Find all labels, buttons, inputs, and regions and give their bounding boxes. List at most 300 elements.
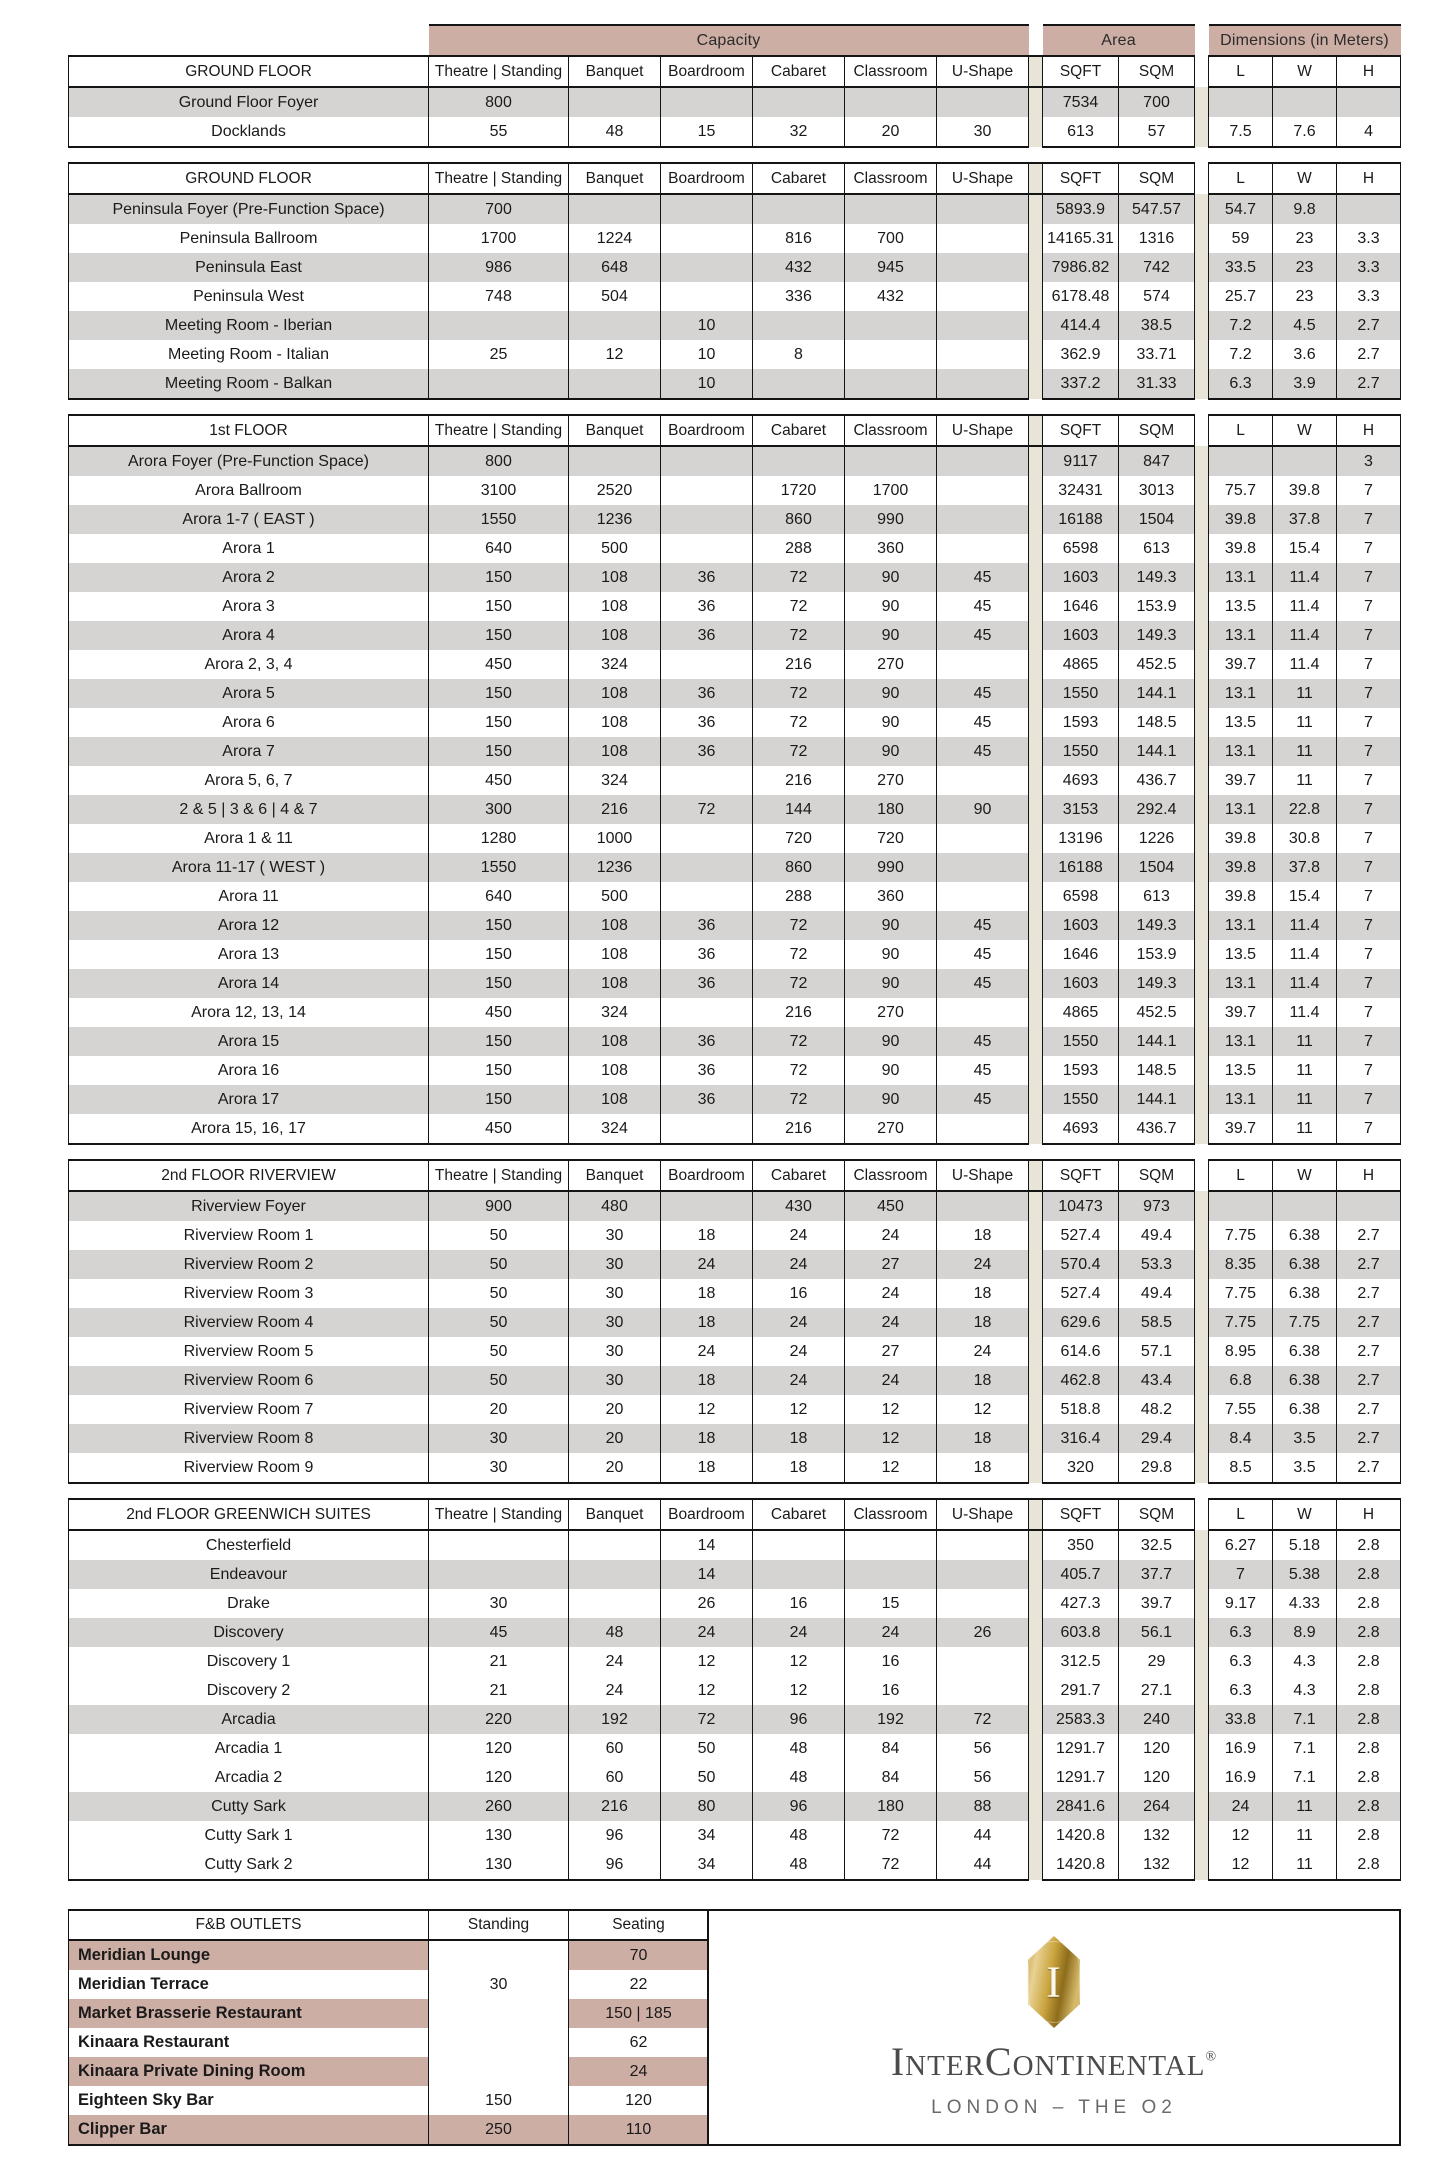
header-boardroom: Boardroom	[661, 1499, 753, 1530]
cell-theatre: 150	[429, 1085, 569, 1114]
cell-classroom: 990	[845, 505, 937, 534]
cell-h	[1337, 194, 1401, 224]
column-gap	[1195, 1027, 1209, 1056]
cell-boardroom: 12	[661, 1647, 753, 1676]
room-name: Riverview Room 6	[69, 1366, 429, 1395]
cell-boardroom	[661, 1191, 753, 1221]
cell-sqft: 1603	[1043, 969, 1119, 998]
cell-boardroom: 10	[661, 311, 753, 340]
cell-banquet: 480	[569, 1191, 661, 1221]
room-name: Arora Foyer (Pre-Function Space)	[69, 446, 429, 476]
header-classroom: Classroom	[845, 1499, 937, 1530]
cell-classroom: 270	[845, 998, 937, 1027]
room-name: Arora 16	[69, 1056, 429, 1085]
cell-boardroom	[661, 476, 753, 505]
cell-ushape: 45	[937, 940, 1029, 969]
cell-sqm: 149.3	[1119, 563, 1195, 592]
header-banquet: Banquet	[569, 1499, 661, 1530]
fb-outlet-name: Clipper Bar	[69, 2115, 429, 2145]
header-theatre: Theatre | Standing	[429, 56, 569, 87]
cell-boardroom: 36	[661, 969, 753, 998]
cell-w: 11	[1273, 679, 1337, 708]
cell-theatre: 1550	[429, 505, 569, 534]
cell-w: 11.4	[1273, 911, 1337, 940]
cell-sqm: 613	[1119, 882, 1195, 911]
cell-sqft: 2583.3	[1043, 1705, 1119, 1734]
cell-ushape: 45	[937, 621, 1029, 650]
cell-boardroom	[661, 253, 753, 282]
cell-w: 11	[1273, 1821, 1337, 1850]
column-gap	[1195, 1424, 1209, 1453]
cell-w: 8.9	[1273, 1618, 1337, 1647]
cell-theatre: 50	[429, 1250, 569, 1279]
column-gap	[1195, 1792, 1209, 1821]
cell-l: 13.1	[1209, 679, 1273, 708]
cell-boardroom	[661, 650, 753, 679]
cell-theatre: 640	[429, 534, 569, 563]
column-gap	[1195, 911, 1209, 940]
section-title: 2nd FLOOR GREENWICH SUITES	[69, 1499, 429, 1530]
cell-h: 7	[1337, 1114, 1401, 1144]
cell-sqft: 1550	[1043, 679, 1119, 708]
cell-banquet	[569, 194, 661, 224]
room-name: Riverview Room 9	[69, 1453, 429, 1483]
cell-theatre: 640	[429, 882, 569, 911]
cell-theatre: 700	[429, 194, 569, 224]
cell-boardroom: 50	[661, 1763, 753, 1792]
cell-l: 7.2	[1209, 340, 1273, 369]
cell-boardroom	[661, 534, 753, 563]
floor-section-table	[68, 162, 1401, 400]
cell-h: 7	[1337, 853, 1401, 882]
cell-h: 2.8	[1337, 1792, 1401, 1821]
cell-h: 7	[1337, 621, 1401, 650]
cell-boardroom: 18	[661, 1453, 753, 1483]
cell-sqft: 13196	[1043, 824, 1119, 853]
cell-classroom: 27	[845, 1337, 937, 1366]
cell-theatre: 21	[429, 1676, 569, 1705]
column-gap	[1029, 940, 1043, 969]
cell-sqft: 6178.48	[1043, 282, 1119, 311]
cell-h: 2.8	[1337, 1589, 1401, 1618]
cell-h: 3	[1337, 446, 1401, 476]
cell-cabaret: 288	[753, 882, 845, 911]
cell-w: 7.1	[1273, 1734, 1337, 1763]
cell-classroom: 24	[845, 1308, 937, 1337]
cell-banquet: 24	[569, 1676, 661, 1705]
cell-l: 16.9	[1209, 1763, 1273, 1792]
cell-sqft: 362.9	[1043, 340, 1119, 369]
cell-cabaret: 860	[753, 505, 845, 534]
cell-cabaret: 720	[753, 824, 845, 853]
cell-banquet: 108	[569, 911, 661, 940]
cell-w: 11.4	[1273, 969, 1337, 998]
room-name: Riverview Room 3	[69, 1279, 429, 1308]
column-gap	[1195, 795, 1209, 824]
header-theatre: Theatre | Standing	[429, 163, 569, 194]
cell-banquet: 108	[569, 563, 661, 592]
table-row	[69, 1085, 1401, 1114]
cell-sqft: 518.8	[1043, 1395, 1119, 1424]
cell-sqft: 291.7	[1043, 1676, 1119, 1705]
cell-l: 6.8	[1209, 1366, 1273, 1395]
cell-h: 7	[1337, 911, 1401, 940]
cell-w: 15.4	[1273, 882, 1337, 911]
cell-l: 13.1	[1209, 1085, 1273, 1114]
room-name: Peninsula West	[69, 282, 429, 311]
room-name: Discovery 2	[69, 1676, 429, 1705]
cell-theatre: 900	[429, 1191, 569, 1221]
column-gap	[1029, 795, 1043, 824]
column-gap	[1195, 1366, 1209, 1395]
cell-sqft: 1593	[1043, 708, 1119, 737]
header-banquet: Banquet	[569, 163, 661, 194]
cell-l: 33.5	[1209, 253, 1273, 282]
cell-l: 8.95	[1209, 1337, 1273, 1366]
cell-h: 2.8	[1337, 1850, 1401, 1880]
header-l: L	[1209, 415, 1273, 446]
fb-seating: 110	[569, 2115, 709, 2145]
cell-sqm: 3013	[1119, 476, 1195, 505]
room-name: Riverview Room 8	[69, 1424, 429, 1453]
cell-w: 7.1	[1273, 1763, 1337, 1792]
cell-l: 13.1	[1209, 1027, 1273, 1056]
table-row	[69, 117, 1401, 147]
cell-theatre: 150	[429, 1027, 569, 1056]
column-gap	[1195, 369, 1209, 399]
cell-ushape	[937, 446, 1029, 476]
column-gap	[1029, 1499, 1043, 1530]
cell-cabaret	[753, 1560, 845, 1589]
table-row	[69, 911, 1401, 940]
cell-h: 2.7	[1337, 1337, 1401, 1366]
fb-row	[69, 2115, 709, 2145]
cell-banquet: 48	[569, 1618, 661, 1647]
table-row	[69, 969, 1401, 998]
header-classroom: Classroom	[845, 415, 937, 446]
column-gap	[1029, 998, 1043, 1027]
column-gap	[1029, 194, 1043, 224]
cell-cabaret: 12	[753, 1676, 845, 1705]
table-row	[69, 1647, 1401, 1676]
column-gap	[1029, 224, 1043, 253]
column-gap	[1029, 505, 1043, 534]
cell-sqm: 742	[1119, 253, 1195, 282]
cell-cabaret: 216	[753, 766, 845, 795]
cell-boardroom: 34	[661, 1821, 753, 1850]
cell-boardroom: 24	[661, 1250, 753, 1279]
cell-boardroom: 80	[661, 1792, 753, 1821]
cell-l: 7.75	[1209, 1221, 1273, 1250]
fb-outlet-name: Kinaara Private Dining Room	[69, 2057, 429, 2086]
cell-banquet: 500	[569, 534, 661, 563]
cell-h: 2.8	[1337, 1763, 1401, 1792]
column-gap	[1195, 1530, 1209, 1560]
cell-sqm: 1316	[1119, 224, 1195, 253]
cell-boardroom: 72	[661, 1705, 753, 1734]
cell-sqft: 1291.7	[1043, 1763, 1119, 1792]
cell-ushape: 24	[937, 1250, 1029, 1279]
cell-theatre: 30	[429, 1453, 569, 1483]
header-sqft: SQFT	[1043, 56, 1119, 87]
cell-boardroom	[661, 446, 753, 476]
cell-sqft: 4865	[1043, 998, 1119, 1027]
column-gap	[1029, 311, 1043, 340]
column-gap	[1029, 1160, 1043, 1191]
column-gap	[1029, 1250, 1043, 1279]
cell-w: 4.3	[1273, 1647, 1337, 1676]
column-gap	[1029, 1337, 1043, 1366]
cell-l: 39.8	[1209, 534, 1273, 563]
column-gap	[1029, 621, 1043, 650]
cell-l: 7	[1209, 1560, 1273, 1589]
cell-classroom	[845, 446, 937, 476]
cell-w: 11	[1273, 1027, 1337, 1056]
cell-banquet: 30	[569, 1279, 661, 1308]
cell-h: 2.8	[1337, 1647, 1401, 1676]
table-row	[69, 282, 1401, 311]
table-row	[69, 476, 1401, 505]
cell-sqft: 5893.9	[1043, 194, 1119, 224]
cell-classroom: 24	[845, 1618, 937, 1647]
cell-cabaret: 24	[753, 1308, 845, 1337]
header-cabaret: Cabaret	[753, 1160, 845, 1191]
column-gap	[1195, 311, 1209, 340]
cell-w: 22.8	[1273, 795, 1337, 824]
brand-part-4: ONTINENTAL	[1012, 2050, 1206, 2082]
cell-banquet: 20	[569, 1453, 661, 1483]
cell-w: 11.4	[1273, 940, 1337, 969]
cell-ushape: 88	[937, 1792, 1029, 1821]
cell-ushape: 72	[937, 1705, 1029, 1734]
cell-banquet: 60	[569, 1763, 661, 1792]
column-gap	[1029, 708, 1043, 737]
cell-ushape	[937, 282, 1029, 311]
cell-theatre	[429, 369, 569, 399]
column-gap	[1029, 911, 1043, 940]
cell-l: 13.5	[1209, 1056, 1273, 1085]
cell-sqft: 614.6	[1043, 1337, 1119, 1366]
cell-l: 13.5	[1209, 708, 1273, 737]
cell-classroom: 27	[845, 1250, 937, 1279]
cell-classroom: 16	[845, 1676, 937, 1705]
column-gap	[1195, 1056, 1209, 1085]
header-cabaret: Cabaret	[753, 163, 845, 194]
cell-w: 6.38	[1273, 1279, 1337, 1308]
cell-boardroom: 18	[661, 1279, 753, 1308]
cell-banquet: 48	[569, 117, 661, 147]
cell-sqft: 1646	[1043, 592, 1119, 621]
cell-ushape	[937, 1530, 1029, 1560]
cell-h: 7	[1337, 476, 1401, 505]
room-name: Chesterfield	[69, 1530, 429, 1560]
header-l: L	[1209, 163, 1273, 194]
header-theatre: Theatre | Standing	[429, 415, 569, 446]
cell-h: 2.8	[1337, 1530, 1401, 1560]
cell-classroom: 90	[845, 940, 937, 969]
room-name: Drake	[69, 1589, 429, 1618]
column-gap	[1195, 476, 1209, 505]
cell-w: 4.33	[1273, 1589, 1337, 1618]
cell-w: 4.5	[1273, 311, 1337, 340]
table-row	[69, 737, 1401, 766]
cell-cabaret	[753, 1530, 845, 1560]
fb-title: F&B OUTLETS	[69, 1910, 429, 1940]
cell-theatre: 150	[429, 1056, 569, 1085]
cell-cabaret: 12	[753, 1395, 845, 1424]
cell-l: 13.1	[1209, 563, 1273, 592]
room-name: Arora 2, 3, 4	[69, 650, 429, 679]
cell-cabaret: 72	[753, 1027, 845, 1056]
cell-banquet: 108	[569, 708, 661, 737]
table-row	[69, 1792, 1401, 1821]
cell-h: 2.8	[1337, 1705, 1401, 1734]
header-w: W	[1273, 1160, 1337, 1191]
cell-w: 11	[1273, 708, 1337, 737]
brand-tagline: LONDON – THE O2	[931, 2097, 1177, 2118]
cell-theatre: 30	[429, 1589, 569, 1618]
cell-sqft: 527.4	[1043, 1221, 1119, 1250]
cell-w: 23	[1273, 282, 1337, 311]
column-gap	[1029, 1792, 1043, 1821]
column-gap	[1195, 1821, 1209, 1850]
cell-w: 7.1	[1273, 1705, 1337, 1734]
cell-ushape: 18	[937, 1366, 1029, 1395]
column-gap	[1195, 446, 1209, 476]
cell-boardroom	[661, 87, 753, 117]
cell-sqft: 7986.82	[1043, 253, 1119, 282]
column-gap	[1195, 224, 1209, 253]
cell-classroom: 90	[845, 737, 937, 766]
cell-sqm: 53.3	[1119, 1250, 1195, 1279]
cell-sqft: 9117	[1043, 446, 1119, 476]
cell-theatre: 986	[429, 253, 569, 282]
fb-outlet-name: Eighteen Sky Bar	[69, 2086, 429, 2115]
cell-w: 5.18	[1273, 1530, 1337, 1560]
cell-w: 5.38	[1273, 1560, 1337, 1589]
column-gap	[1195, 415, 1209, 446]
cell-cabaret: 96	[753, 1792, 845, 1821]
cell-sqft: 1420.8	[1043, 1850, 1119, 1880]
room-name: Arora 5	[69, 679, 429, 708]
cell-sqm: 148.5	[1119, 708, 1195, 737]
cell-sqm: 29	[1119, 1647, 1195, 1676]
cell-classroom: 12	[845, 1395, 937, 1424]
cell-w: 3.5	[1273, 1453, 1337, 1483]
cell-theatre: 50	[429, 1221, 569, 1250]
cell-banquet	[569, 369, 661, 399]
cell-l: 24	[1209, 1792, 1273, 1821]
header-sqft: SQFT	[1043, 415, 1119, 446]
cell-boardroom: 12	[661, 1676, 753, 1705]
cell-theatre: 150	[429, 592, 569, 621]
brand-wordmark	[891, 2038, 1217, 2085]
cell-w: 15.4	[1273, 534, 1337, 563]
room-name: Riverview Room 1	[69, 1221, 429, 1250]
column-gap	[1195, 969, 1209, 998]
column-gap	[1195, 1279, 1209, 1308]
cell-ushape: 45	[937, 1027, 1029, 1056]
cell-classroom: 90	[845, 1027, 937, 1056]
column-gap	[1195, 56, 1209, 87]
cell-banquet: 324	[569, 766, 661, 795]
fb-header-row	[69, 1910, 709, 1940]
column-gap	[1029, 476, 1043, 505]
cell-cabaret: 12	[753, 1647, 845, 1676]
room-name: Riverview Foyer	[69, 1191, 429, 1221]
fb-seating: 22	[569, 1970, 709, 1999]
room-name: Peninsula East	[69, 253, 429, 282]
floor-section-table	[68, 1498, 1401, 1881]
cell-ushape	[937, 998, 1029, 1027]
cell-ushape: 45	[937, 969, 1029, 998]
cell-h: 2.7	[1337, 1250, 1401, 1279]
cell-cabaret: 144	[753, 795, 845, 824]
cell-sqft: 629.6	[1043, 1308, 1119, 1337]
cell-ushape: 45	[937, 1085, 1029, 1114]
fb-standing	[429, 2057, 569, 2086]
cell-theatre	[429, 1560, 569, 1589]
cell-classroom: 90	[845, 1056, 937, 1085]
cell-sqm: 149.3	[1119, 969, 1195, 998]
room-name: Peninsula Foyer (Pre-Function Space)	[69, 194, 429, 224]
cell-ushape	[937, 882, 1029, 911]
cell-banquet: 108	[569, 1027, 661, 1056]
cell-boardroom: 10	[661, 340, 753, 369]
cell-banquet: 108	[569, 940, 661, 969]
cell-cabaret: 72	[753, 940, 845, 969]
cell-w: 39.8	[1273, 476, 1337, 505]
header-cabaret: Cabaret	[753, 1499, 845, 1530]
cell-cabaret: 430	[753, 1191, 845, 1221]
cell-cabaret: 24	[753, 1337, 845, 1366]
cell-theatre: 3100	[429, 476, 569, 505]
table-row	[69, 1221, 1401, 1250]
header-ushape: U-Shape	[937, 1160, 1029, 1191]
column-gap	[1029, 1085, 1043, 1114]
cell-classroom: 72	[845, 1850, 937, 1880]
cell-ushape: 56	[937, 1734, 1029, 1763]
cell-l: 6.3	[1209, 1647, 1273, 1676]
cell-h: 7	[1337, 737, 1401, 766]
column-gap	[1195, 679, 1209, 708]
cell-classroom	[845, 311, 937, 340]
header-banquet: Banquet	[569, 415, 661, 446]
cell-l: 25.7	[1209, 282, 1273, 311]
cell-ushape: 12	[937, 1395, 1029, 1424]
cell-classroom: 24	[845, 1366, 937, 1395]
cell-classroom: 24	[845, 1279, 937, 1308]
cell-classroom: 72	[845, 1821, 937, 1850]
header-ushape: U-Shape	[937, 163, 1029, 194]
cell-w: 3.9	[1273, 369, 1337, 399]
header-w: W	[1273, 56, 1337, 87]
cell-banquet: 216	[569, 1792, 661, 1821]
cell-w	[1273, 87, 1337, 117]
header-sqm: SQM	[1119, 163, 1195, 194]
cell-sqm: 57	[1119, 117, 1195, 147]
cell-w: 6.38	[1273, 1395, 1337, 1424]
header-cabaret: Cabaret	[753, 56, 845, 87]
cell-boardroom	[661, 1114, 753, 1144]
cell-classroom: 12	[845, 1453, 937, 1483]
room-name: Arora 6	[69, 708, 429, 737]
banner-row	[69, 25, 1401, 56]
header-sqft: SQFT	[1043, 1499, 1119, 1530]
cell-l: 39.8	[1209, 882, 1273, 911]
cell-theatre: 220	[429, 1705, 569, 1734]
cell-sqm: 38.5	[1119, 311, 1195, 340]
